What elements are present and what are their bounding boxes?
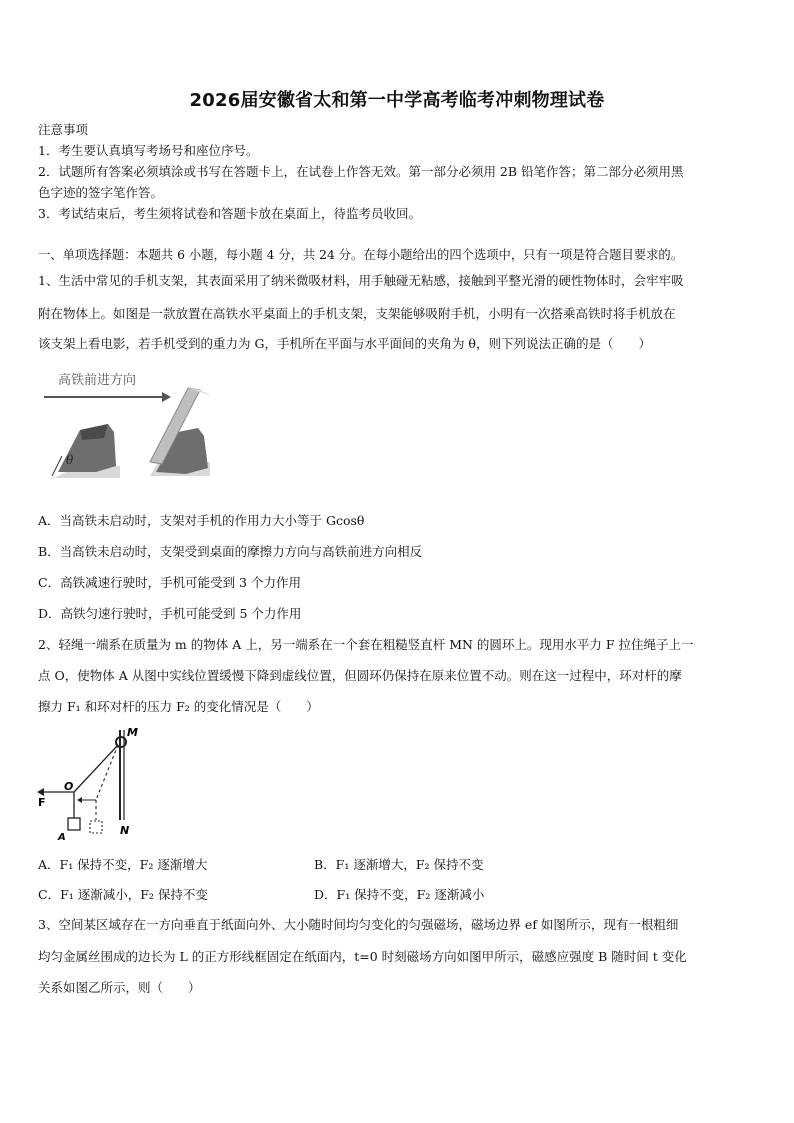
q2-option-b: B．F₁ 逐渐增大，F₂ 保持不变: [314, 857, 484, 872]
angle-label: θ: [66, 453, 74, 467]
notice-heading: 注意事项: [38, 122, 89, 137]
q3-stem-line: 关系如图乙所示，则（ ）: [38, 980, 201, 995]
q2-stem-line: 2、轻绳一端系在质量为 m 的物体 A 上，另一端系在一个套在粗糙竖直杆 MN 的圆环上。现用水平力 F 拉住绳子上一: [38, 637, 694, 652]
q1-option-b: B．当高铁未启动时，支架受到桌面的摩擦力方向与高铁前进方向相反: [38, 544, 423, 559]
notice-item: 1．考生要认真填写考场号和座位序号。: [38, 143, 259, 158]
svg-text:O: O: [64, 780, 74, 793]
q3-stem-line: 3、空间某区域存在一方向垂直于纸面向外、大小随时间均匀变化的匀强磁场，磁场边界 ef 如图所示，现有一根粗细: [38, 917, 679, 932]
q2-option-d: D．F₁ 保持不变，F₂ 逐渐减小: [314, 887, 485, 902]
phone-stand-illustration: [38, 366, 228, 484]
svg-text:F: F: [38, 796, 46, 809]
notice-item: 2．试题所有答案必须填涂或书写在答题卡上，在试卷上作答无效。第一部分必须用 2B 铅笔作答；第二部分必须用黑: [38, 164, 684, 179]
notice-item: 3．考试结束后，考生须将试卷和答题卡放在桌面上，待监考员收回。: [38, 206, 421, 221]
notice-item: 色字迹的签字笔作答。: [38, 185, 164, 200]
q1-stem-line: 1、生活中常见的手机支架，其表面采用了纳米微吸材料，用手触碰无粘感，接触到平整光滑的硬性物体时，会牢牢吸: [38, 273, 684, 288]
svg-text:N: N: [120, 824, 130, 837]
q2-figure: [34, 724, 144, 840]
arrow-head-icon: [162, 392, 171, 402]
q2-option-c: C．F₁ 逐渐减小，F₂ 保持不变: [38, 887, 208, 902]
q3-stem-line: 均匀金属丝围成的边长为 L 的正方形线框固定在纸面内，t=0 时刻磁场方向如图甲所示，磁感应强度 B 随时间 t 变化: [38, 949, 687, 964]
q2-stem-line: 擦力 F₁ 和环对杆的压力 F₂ 的变化情况是（ ）: [38, 699, 319, 714]
svg-text:A: A: [58, 832, 66, 840]
q1-option-d: D．高铁匀速行驶时，手机可能受到 5 个力作用: [38, 606, 302, 621]
q1-stem-line: 该支架上看电影，若手机受到的重力为 G，手机所在平面与水平面间的夹角为 θ，则下列说法正确的是（ ）: [38, 336, 651, 351]
section-heading: 一、单项选择题：本题共 6 小题，每小题 4 分，共 24 分。在每小题给出的四个选项中，只有一项是符合题目要求的。: [38, 248, 683, 262]
q2-stem-line: 点 O，使物体 A 从图中实线位置缓慢下降到虚线位置，但圆环仍保持在原来位置不动。则在这一过程中，环对杆的摩: [38, 668, 682, 683]
q1-stem-line: 附在物体上。如图是一款放置在高铁水平桌面上的手机支架，支架能够吸附手机，小明有一次搭乘高铁时将手机放在: [38, 306, 676, 321]
svg-text:M: M: [127, 726, 138, 739]
q1-option-a: A．当高铁未启动时，支架对手机的作用力大小等于 Gcosθ: [38, 513, 365, 528]
rope-ring-diagram: [34, 724, 144, 840]
direction-label: 高铁前进方向: [58, 373, 137, 388]
q1-option-c: C．高铁减速行驶时，手机可能受到 3 个力作用: [38, 575, 301, 590]
exam-title: 2026届安徽省太和第一中学高考临考冲刺物理试卷: [189, 90, 605, 111]
q1-figure: [38, 366, 228, 484]
q2-option-a: A．F₁ 保持不变，F₂ 逐渐增大: [38, 857, 208, 872]
block-a: [68, 818, 80, 830]
